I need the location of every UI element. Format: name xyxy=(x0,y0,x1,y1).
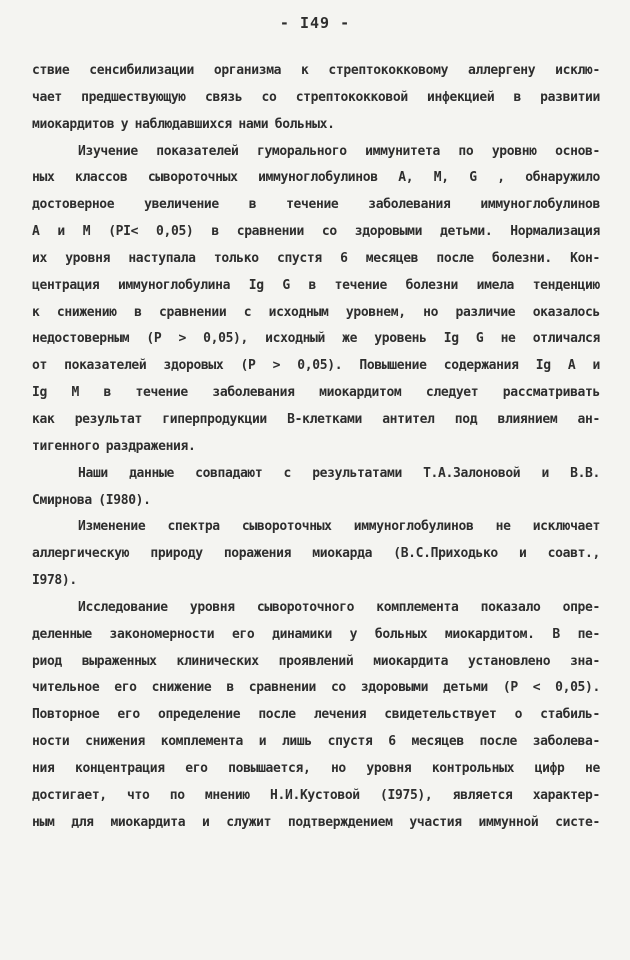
text-line: Изучение показателей гуморального иммунитета по уровню основ- xyxy=(78,143,600,159)
text-line: от показателей здоровых (P > 0,05). Повышение содержания Ig А и xyxy=(32,358,600,374)
text-line: ствие сенсибилизации организма к стрептококковому аллергену исклю- xyxy=(32,63,600,78)
text-line: чает предшествующую связь со стрептококковой инфекцией в развитии xyxy=(32,89,600,105)
text-line: Ig М в течение заболевания миокардитом следует рассматривать xyxy=(32,385,600,401)
text-line: ния концентрация его повышается, но уровня контрольных цифр не xyxy=(32,760,600,776)
text-line: недостоверным (P > 0,05), исходный же уровень Ig G не отличался xyxy=(32,331,600,347)
page-number: - I49 - xyxy=(279,14,351,32)
text-line: тигенного раздражения. xyxy=(32,438,196,454)
text-line: I978). xyxy=(32,573,77,589)
text-line: А и М (PI< 0,05) в сравнении со здоровыми детьми. Нормализация xyxy=(32,224,600,240)
text-line: ным для миокардита и служит подтверждением участия иммунной систе- xyxy=(32,814,600,830)
text-line: аллергическую природу поражения миокарда (В.С.Приходько и соавт., xyxy=(32,546,600,562)
text-line: Смирнова (I980). xyxy=(32,492,151,508)
text-line: Исследование уровня сывороточного комплемента показало опре- xyxy=(78,599,600,615)
text-line: Наши данные совпадают с результатами Т.А.Залоновой и В.В. xyxy=(78,465,600,481)
text-line: деленные закономерности его динамики у больных миокардитом. В пе- xyxy=(32,626,600,642)
text-line: центрация иммуноглобулина Ig G в течение болезни имела тенденцию xyxy=(32,277,600,293)
text-line: чительное его снижение в сравнении со здоровыми детьми (P < 0,05). xyxy=(32,680,600,696)
text-line: Изменение спектра сывороточных иммуноглобулинов не исключает xyxy=(78,519,600,535)
text-line: к снижению в сравнении с исходным уровнем, но различие оказалось xyxy=(32,304,600,320)
text-line: миокардитов у наблюдавшихся нами больных. xyxy=(32,116,335,132)
text-line: Повторное его определение после лечения свидетельствует о стабиль- xyxy=(32,707,600,723)
text-line: ных классов сывороточных иммуноглобулинов А, М, G , обнаружило xyxy=(32,170,600,186)
text-line: их уровня наступала только спустя 6 месяцев после болезни. Кон- xyxy=(32,250,600,266)
text-line: как результат гиперпродукции В-клетками антител под влиянием ан- xyxy=(32,411,600,427)
text-line: ности снижения комплемента и лишь спустя 6 месяцев после заболева- xyxy=(32,734,600,750)
text-line: риод выраженных клинических проявлений миокардита установлено зна- xyxy=(32,653,600,669)
text-line: достигает, что по мнению Н.И.Кустовой (I975), является характер- xyxy=(32,787,600,803)
body-text xyxy=(32,58,600,836)
text-line: достоверное увеличение в течение заболевания иммуноглобулинов xyxy=(32,197,600,213)
